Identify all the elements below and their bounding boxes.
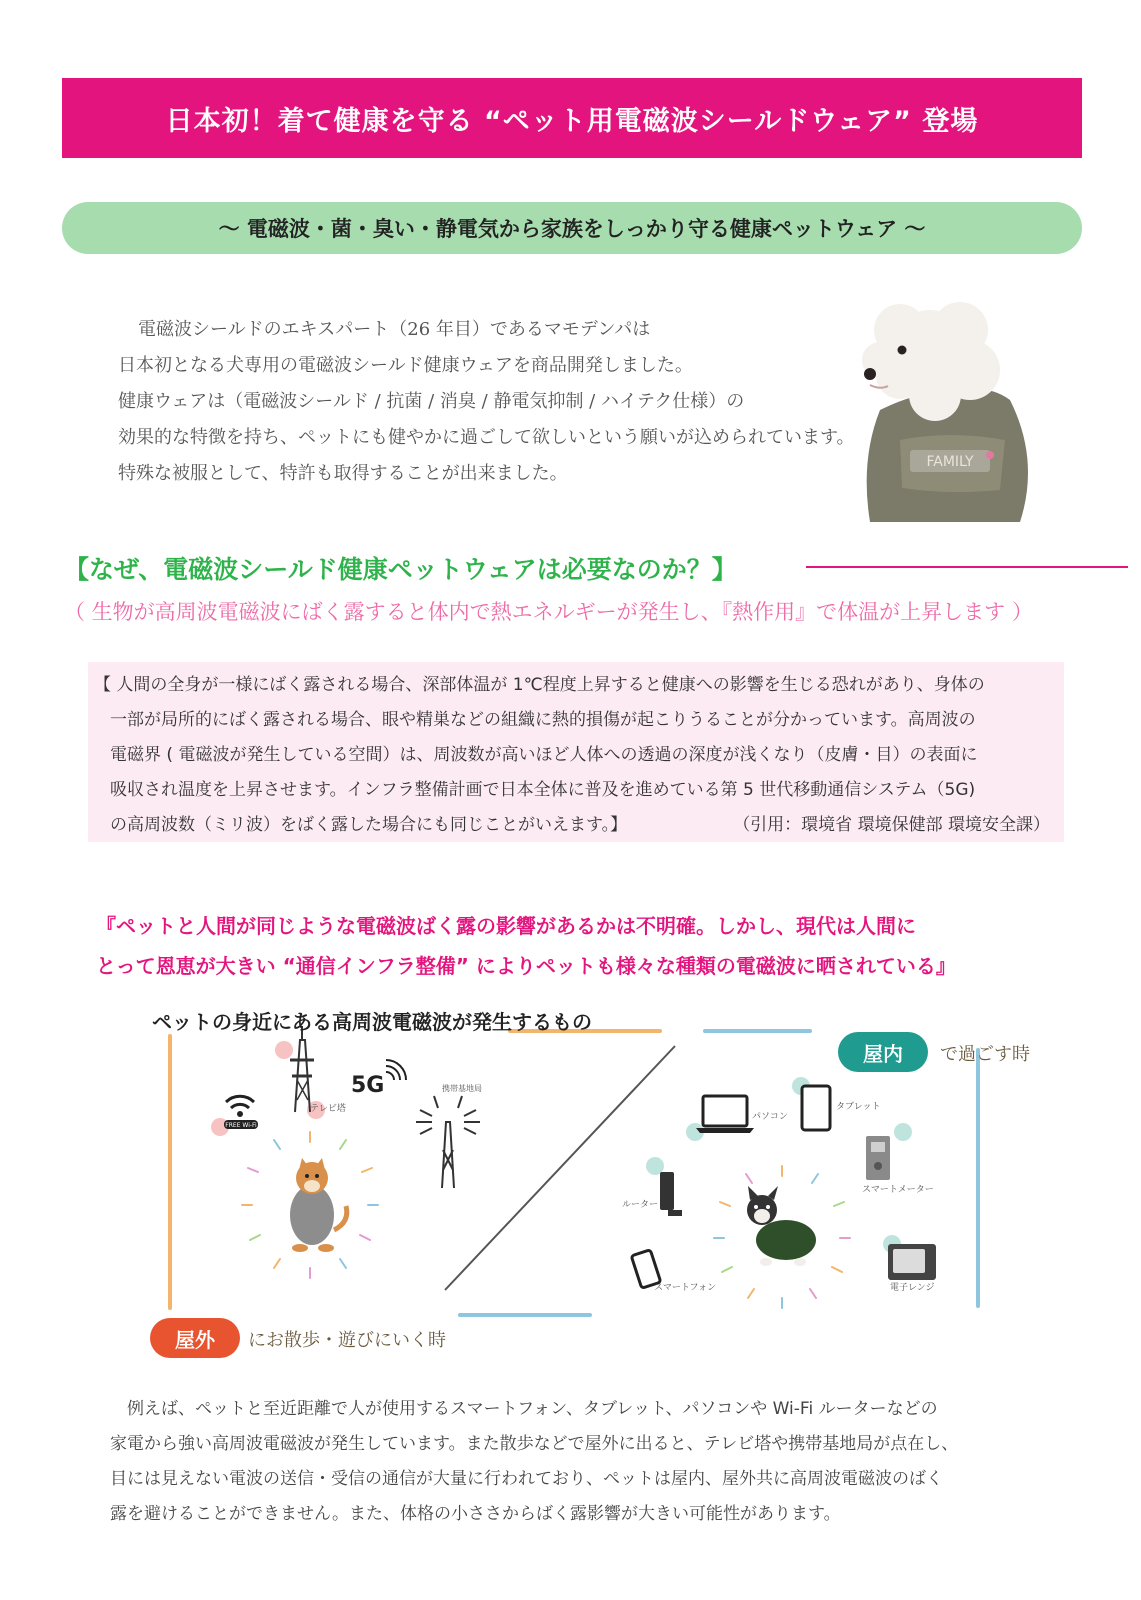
- indoor-badge: 屋内: [838, 1032, 928, 1072]
- router-icon: [660, 1172, 682, 1216]
- body-line: 目には見えない電波の送信・受信の通信が大量に行われており、ペットは屋内、屋外共に高周波電磁波のばく: [110, 1469, 943, 1489]
- quote-line: [94, 808, 1050, 843]
- intro-line: 効果的な特徴を持ち、ペットにも健やかに過ごして欲しいという願いが込められています。: [118, 427, 855, 448]
- quote-citation: （引用：環境省 環境保健部 環境安全課）: [733, 815, 1050, 835]
- outdoor-note: にお散歩・遊びにいく時: [248, 1330, 446, 1351]
- base-station-label: 携帯基地局: [442, 1084, 482, 1093]
- body-paragraph: [110, 1392, 1040, 1532]
- magenta-quote: [96, 906, 1076, 986]
- router-label: ルーター: [622, 1200, 659, 1210]
- intro-line: 日本初となる犬専用の電磁波シールド健康ウェアを商品開発しました。: [118, 355, 693, 376]
- quote-line-last: の高周波数（ミリ波）をばく露した場合にも同じことがいえます。】: [110, 815, 628, 835]
- shiba-dog-icon: [290, 1158, 347, 1252]
- tv-tower-label: テレビ塔: [310, 1104, 346, 1114]
- svg-text:FREE Wi-Fi: FREE Wi-Fi: [225, 1122, 257, 1129]
- quote-line: 一部が局所的にばく露される場合、眼や精巣などの組織に熱的損傷が起こりうることが分かっています。高周波の: [110, 710, 976, 730]
- why-subheading: （ 生物が高周波電磁波にばく露すると体内で熱エネルギーが発生し、『熱作用』で体温が上昇します ）: [64, 600, 1033, 624]
- intro-paragraph: [118, 312, 858, 492]
- quote-line: 吸収され温度を上昇させます。インフラ整備計画で日本全体に普及を進めている第 5 世代移動通信システム（5G): [110, 780, 976, 800]
- french-bulldog-icon: [747, 1186, 816, 1266]
- why-divider: [806, 566, 1128, 568]
- body-line: 露を避けることができません。また、体格の小ささからばく露影響が大きい可能性があります。: [110, 1504, 841, 1524]
- wifi-icon: [211, 1096, 258, 1136]
- tablet-icon: [802, 1086, 830, 1130]
- fiveg-label: 5G: [351, 1073, 385, 1098]
- quote-box: [88, 662, 1064, 842]
- body-line: 例えば、ペットと至近距離で人が使用するスマートフォン、タブレット、パソコンや Wi-Fi ルーターなどの: [127, 1399, 938, 1419]
- intro-line: 健康ウェアは（電磁波シールド / 抗菌 / 消臭 / 静電気抑制 / ハイテク仕様）の: [118, 391, 745, 412]
- page-title: 日本初！着て健康を守る “ペット用電磁波シールドウェア” 登場: [62, 78, 1082, 158]
- signal-waves-icon: [386, 1060, 406, 1080]
- tablet-label: タブレット: [836, 1102, 881, 1112]
- microwave-label: 電子レンジ: [890, 1283, 935, 1293]
- body-line: 家電から強い高周波電磁波が発生しています。また散歩などで屋外に出ると、テレビ塔や携帯基地局が点在し、: [110, 1434, 959, 1454]
- smart-meter-label: スマートメーター: [862, 1185, 934, 1195]
- magenta-quote-line: 『ペットと人間が同じような電磁波ばく露の影響があるかは不明確。しかし、現代は人間に: [96, 914, 916, 938]
- laptop-icon: [696, 1096, 754, 1133]
- indoor-note: で過ごす時: [940, 1044, 1030, 1065]
- pc-label: パソコン: [752, 1112, 788, 1122]
- svg-text:FAMILY: FAMILY: [926, 454, 974, 470]
- why-heading: 【なぜ、電磁波シールド健康ペットウェアは必要なのか？】: [64, 555, 737, 584]
- subtitle-banner: ～ 電磁波・菌・臭い・静電気から家族をしっかり守る健康ペットウェア ～: [62, 202, 1082, 254]
- dog-wearing-hoodie-photo: [840, 290, 1052, 522]
- magenta-quote-line: とって恩恵が大きい “通信インフラ整備” によりペットも様々な種類の電磁波に晒されている』: [96, 954, 956, 978]
- quote-line: 【 人間の全身が一様にばく露される場合、深部体温が 1℃程度上昇すると健康への影響を生じる恐れがあり、身体の: [94, 675, 985, 695]
- diagram-title: ペットの身近にある高周波電磁波が発生するもの: [152, 1010, 592, 1034]
- smartphone-label: スマートフォン: [654, 1283, 717, 1293]
- smart-meter-icon: [866, 1136, 890, 1180]
- quote-line: 電磁界 ( 電磁波が発生している空間）は、周波数が高いほど人体への透過の深度が浅くなり（皮膚・目）の表面に: [110, 745, 978, 765]
- intro-line: 電磁波シールドのエキスパート（26 年目）であるマモデンパは: [138, 319, 651, 340]
- intro-line: 特殊な被服として、特許も取得することが出来ました。: [118, 463, 568, 484]
- base-station-icon: [416, 1096, 480, 1188]
- microwave-icon: [888, 1244, 936, 1280]
- outdoor-badge: 屋外: [150, 1318, 240, 1358]
